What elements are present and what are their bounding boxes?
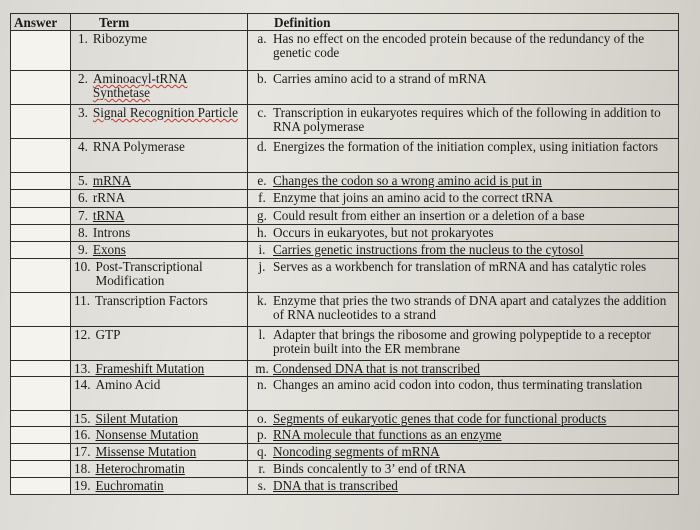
term-cell	[71, 225, 248, 242]
definition-text: RNA molecule that functions as an enzyme	[273, 427, 502, 442]
term-cell	[71, 327, 248, 361]
term-number: 3.	[78, 105, 88, 120]
answer-cell[interactable]	[11, 444, 71, 461]
answer-cell[interactable]	[11, 478, 71, 495]
definition-cell	[248, 293, 679, 327]
term-text: Exons	[92, 242, 126, 257]
term-text: Nonsense Mutation	[95, 427, 199, 442]
term-text: Signal Recognition Particle	[92, 105, 238, 120]
answer-cell[interactable]	[11, 377, 71, 411]
definition-cell	[248, 327, 679, 361]
answer-cell[interactable]	[11, 293, 71, 327]
definition-cell	[248, 377, 679, 411]
table-row	[11, 139, 679, 173]
definition-letter: i.	[258, 242, 266, 257]
term-text: Amino Acid	[95, 377, 161, 392]
term-cell	[71, 461, 248, 478]
table-row	[11, 327, 679, 361]
term-cell	[71, 71, 248, 105]
table-row	[11, 225, 679, 242]
definition-text: Enzyme that joins an amino acid to the correct tRNA	[273, 190, 554, 205]
answer-cell[interactable]	[11, 31, 71, 71]
answer-cell[interactable]	[11, 411, 71, 427]
term-number: 16.	[74, 427, 91, 442]
term-number: 13.	[74, 361, 91, 376]
definition-letter: k.	[257, 293, 267, 308]
table-row	[11, 31, 679, 71]
term-cell	[71, 173, 248, 190]
term-text: tRNA	[92, 208, 125, 223]
term-text: rRNA	[92, 190, 126, 205]
term-number: 5.	[78, 173, 88, 188]
definition-letter: r.	[258, 461, 266, 476]
definition-cell	[248, 208, 679, 225]
term-number: 4.	[78, 139, 88, 154]
term-number: 9.	[78, 242, 88, 257]
answer-cell[interactable]	[11, 361, 71, 377]
term-number: 8.	[78, 225, 88, 240]
definition-letter: l.	[258, 327, 266, 342]
definition-text: Condensed DNA that is not transcribed	[273, 361, 480, 376]
term-number: 15.	[74, 411, 91, 426]
definition-letter: p.	[257, 427, 267, 442]
term-text: Transcription Factors	[95, 293, 208, 308]
definition-letter: m.	[255, 361, 269, 376]
table-row	[11, 293, 679, 327]
definition-letter: e.	[257, 173, 267, 188]
definition-letter: g.	[257, 208, 267, 223]
term-number: 2.	[78, 71, 88, 86]
table-row	[11, 377, 679, 411]
term-cell	[71, 478, 248, 495]
table-row	[11, 242, 679, 259]
term-cell	[71, 105, 248, 139]
matching-table	[10, 13, 679, 495]
term-number: 11.	[74, 293, 90, 308]
term-cell	[71, 377, 248, 411]
definition-text: Changes an amino acid codon into codon, thus terminating translation	[273, 377, 643, 392]
term-cell	[71, 427, 248, 444]
answer-cell[interactable]	[11, 327, 71, 361]
term-text: Aminoacyl-tRNA Synthetase	[92, 71, 188, 100]
term-number: 7.	[78, 208, 88, 223]
definition-letter: b.	[257, 71, 267, 86]
definition-cell	[248, 139, 679, 173]
definition-text: DNA that is transcribed	[273, 478, 398, 493]
table-row	[11, 444, 679, 461]
term-text: Ribozyme	[92, 31, 148, 46]
term-number: 19.	[74, 478, 91, 493]
answer-cell[interactable]	[11, 208, 71, 225]
answer-cell[interactable]	[11, 259, 71, 293]
term-text: Post-Transcriptional Modification	[95, 259, 203, 288]
definition-letter: a.	[257, 31, 267, 46]
definition-cell	[248, 105, 679, 139]
term-text: mRNA	[92, 173, 131, 188]
answer-header: Answer	[11, 14, 71, 31]
answer-cell[interactable]	[11, 139, 71, 173]
definition-letter: j.	[258, 259, 266, 274]
term-number: 10.	[74, 259, 91, 274]
definition-cell	[248, 444, 679, 461]
answer-cell[interactable]	[11, 173, 71, 190]
table-row	[11, 361, 679, 377]
definition-cell	[248, 190, 679, 208]
table-row	[11, 190, 679, 208]
term-text: Silent Mutation	[95, 411, 178, 426]
definition-text: Binds concalently to 3’ end of tRNA	[273, 461, 467, 476]
definition-cell	[248, 225, 679, 242]
term-header: Term	[71, 14, 248, 31]
header-row	[11, 14, 679, 31]
term-text: Missense Mutation	[95, 444, 197, 459]
term-text: Introns	[92, 225, 131, 240]
term-number: 18.	[74, 461, 91, 476]
definition-text: Has no effect on the encoded protein because of the redundancy of the genetic code	[273, 31, 645, 60]
definition-text: Changes the codon so a wrong amino acid is put in	[273, 173, 542, 188]
term-cell	[71, 31, 248, 71]
definition-text: Serves as a workbench for translation of mRNA and has catalytic roles	[273, 259, 647, 274]
table-row	[11, 461, 679, 478]
definition-cell	[248, 361, 679, 377]
table-row	[11, 71, 679, 105]
definition-text: Segments of eukaryotic genes that code for functional products	[273, 411, 607, 426]
definition-cell	[248, 478, 679, 495]
definition-text: Transcription in eukaryotes requires which of the following in addition to RNA polymerase	[273, 105, 661, 134]
definition-text: Could result from either an insertion or a deletion of a base	[273, 208, 585, 223]
definition-text: Enzyme that pries the two strands of DNA apart and catalyzes the addition of RNA nucleotides to a strand	[273, 293, 667, 322]
definition-letter: n.	[257, 377, 267, 392]
term-cell	[71, 361, 248, 377]
term-text: Euchromatin	[95, 478, 164, 493]
definition-cell	[248, 173, 679, 190]
definition-text: Noncoding segments of mRNA	[273, 444, 440, 459]
table-row	[11, 427, 679, 444]
definition-text: Energizes the formation of the initiation complex, using initiation factors	[273, 139, 659, 154]
term-cell	[71, 139, 248, 173]
definition-letter: c.	[257, 105, 267, 120]
term-cell	[71, 444, 248, 461]
term-number: 6.	[78, 190, 88, 205]
definition-cell	[248, 461, 679, 478]
definition-letter: h.	[257, 225, 267, 240]
definition-header: Definition	[248, 14, 679, 31]
definition-letter: q.	[257, 444, 267, 459]
definition-text: Occurs in eukaryotes, but not prokaryotes	[273, 225, 494, 240]
table-row	[11, 259, 679, 293]
table-row	[11, 208, 679, 225]
definition-cell	[248, 242, 679, 259]
term-cell	[71, 242, 248, 259]
term-cell	[71, 259, 248, 293]
table-row	[11, 173, 679, 190]
definition-cell	[248, 31, 679, 71]
term-text: RNA Polymerase	[92, 139, 185, 154]
definition-cell	[248, 427, 679, 444]
answer-cell[interactable]	[11, 105, 71, 139]
definition-cell	[248, 259, 679, 293]
definition-letter: s.	[257, 478, 267, 493]
answer-cell[interactable]	[11, 427, 71, 444]
term-text: Frameshift Mutation	[95, 361, 205, 376]
term-text: Heterochromatin	[95, 461, 185, 476]
answer-cell[interactable]	[11, 242, 71, 259]
definition-cell	[248, 411, 679, 427]
definition-cell	[248, 71, 679, 105]
table-row	[11, 411, 679, 427]
definition-text: Adapter that brings the ribosome and growing polypeptide to a receptor protein built into the ER membrane	[273, 327, 651, 356]
term-number: 1.	[78, 31, 88, 46]
answer-cell[interactable]	[11, 225, 71, 242]
definition-text: Carries genetic instructions from the nucleus to the cytosol	[273, 242, 584, 257]
term-cell	[71, 293, 248, 327]
term-number: 12.	[74, 327, 91, 342]
term-cell	[71, 411, 248, 427]
definition-letter: d.	[257, 139, 267, 154]
table-row	[11, 478, 679, 495]
answer-cell[interactable]	[11, 461, 71, 478]
definition-letter: f.	[258, 190, 266, 205]
term-text: GTP	[95, 327, 121, 342]
answer-cell[interactable]	[11, 71, 71, 105]
definition-text: Carries amino acid to a strand of mRNA	[273, 71, 487, 86]
table-row	[11, 105, 679, 139]
term-number: 17.	[74, 444, 91, 459]
definition-letter: o.	[257, 411, 267, 426]
term-cell	[71, 190, 248, 208]
term-number: 14.	[74, 377, 91, 392]
answer-cell[interactable]	[11, 190, 71, 208]
term-cell	[71, 208, 248, 225]
